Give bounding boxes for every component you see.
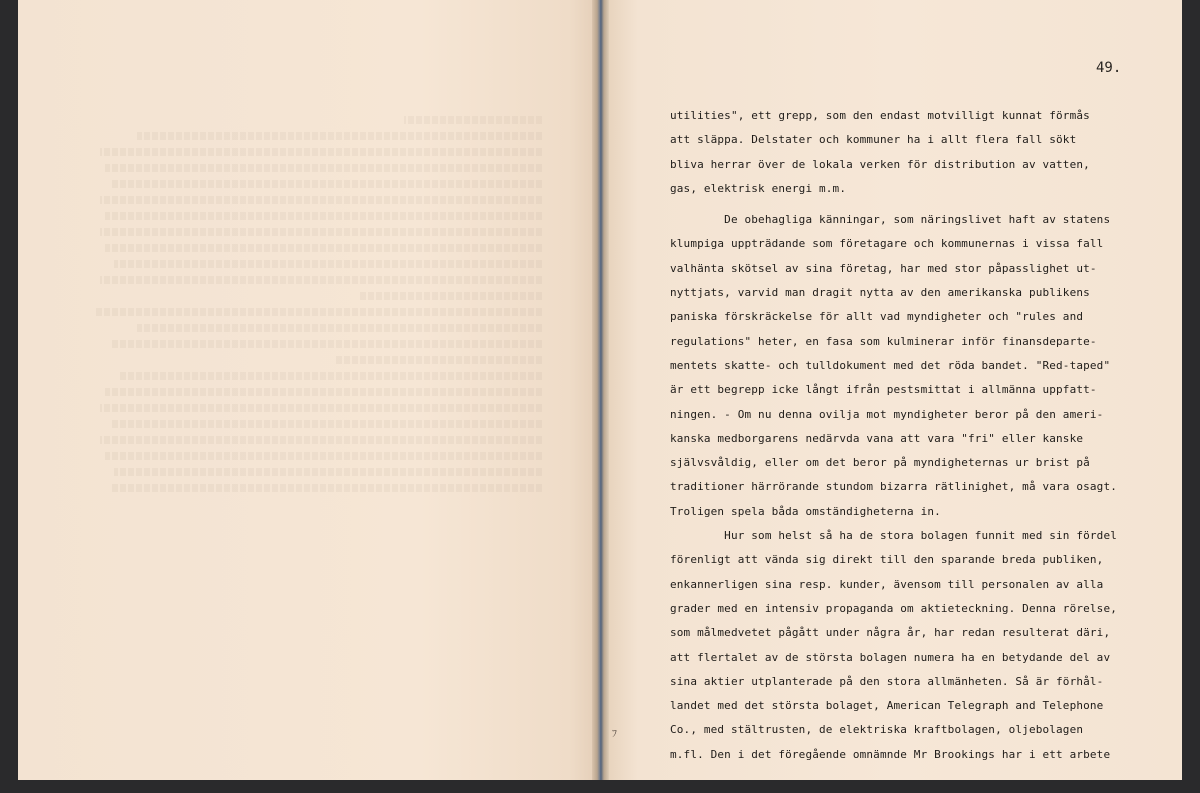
text-line: nyttjats, varvid man dragit nytta av den amerikanska publikens bbox=[670, 286, 1090, 300]
text-line: gas, elektrisk energi m.m. bbox=[670, 181, 847, 195]
text-line: m.fl. Den i det föregående omnämnde Mr Brookings har i ett arbete bbox=[670, 747, 1111, 761]
typewritten-text-body bbox=[670, 104, 1150, 767]
text-line: utilities", ett grepp, som den endast motvilligt kunnat förmås bbox=[670, 109, 1090, 122]
left-page-bleedthrough bbox=[82, 108, 542, 499]
text-line: att flertalet av de största bolagen numera ha en betydande del av bbox=[670, 650, 1111, 664]
text-line: De obehagliga känningar, som näringslivet haft av statens bbox=[670, 213, 1111, 227]
text-line: klumpiga uppträdande som företagare och kommunernas i vissa fall bbox=[670, 237, 1104, 251]
text-line: att släppa. Delstater och kommuner ha i allt flera fall sökt bbox=[670, 133, 1077, 147]
page-number: 49. bbox=[1096, 60, 1122, 76]
text-line: grader med en intensiv propaganda om aktieteckning. Denna rörelse, bbox=[670, 601, 1117, 615]
text-line: landet med det största bolaget, American Telegraph and Telephone bbox=[670, 699, 1104, 713]
margin-ink-mark: ﾌ bbox=[612, 729, 617, 740]
book-gutter bbox=[592, 0, 609, 780]
text-line: paniska förskräckelse för allt vad myndigheter och "rules and bbox=[670, 310, 1084, 324]
text-line: förenligt att vända sig direkt till den sparande breda publiken, bbox=[670, 553, 1104, 567]
text-line: Troligen spela båda omständigheterna in. bbox=[670, 504, 941, 518]
text-line: Co., med stältrusten, de elektriska kraftbolagen, oljebolagen bbox=[670, 723, 1084, 737]
text-line: valhänta skötsel av sina företag, har med stor påpasslighet ut- bbox=[670, 261, 1097, 275]
text-line: är ett begrepp icke långt ifrån pestsmittat i allmänna uppfatt- bbox=[670, 383, 1097, 397]
text-line: kanska medborgarens nedärvda vana att vara "fri" eller kanske bbox=[670, 431, 1084, 445]
text-line: enkannerligen sina resp. kunder, ävensom till personalen av alla bbox=[670, 577, 1104, 591]
text-line: sina aktier utplanterade på den stora allmänheten. Så är förhål- bbox=[670, 674, 1104, 688]
text-line: självsvåldig, eller om det beror på myndigheternas ur brist på bbox=[670, 456, 1090, 470]
text-line: ningen. - Om nu denna ovilja mot myndigheter beror på den ameri- bbox=[670, 407, 1104, 421]
text-line: Hur som helst så ha de stora bolagen funnit med sin fördel bbox=[670, 529, 1117, 543]
text-line: traditioner härrörande stundom bizarra rätlinighet, må vara osagt. bbox=[670, 480, 1117, 494]
text-line: regulations" heter, en fasa som kulminerar inför finansdeparte- bbox=[670, 334, 1097, 348]
text-line: mentets skatte- och tulldokument med det röda bandet. "Red-taped" bbox=[670, 358, 1111, 372]
text-line: som målmedvetet pågått under några år, har redan resulterat däri, bbox=[670, 626, 1111, 640]
text-line: bliva herrar över de lokala verken för distribution av vatten, bbox=[670, 157, 1090, 171]
